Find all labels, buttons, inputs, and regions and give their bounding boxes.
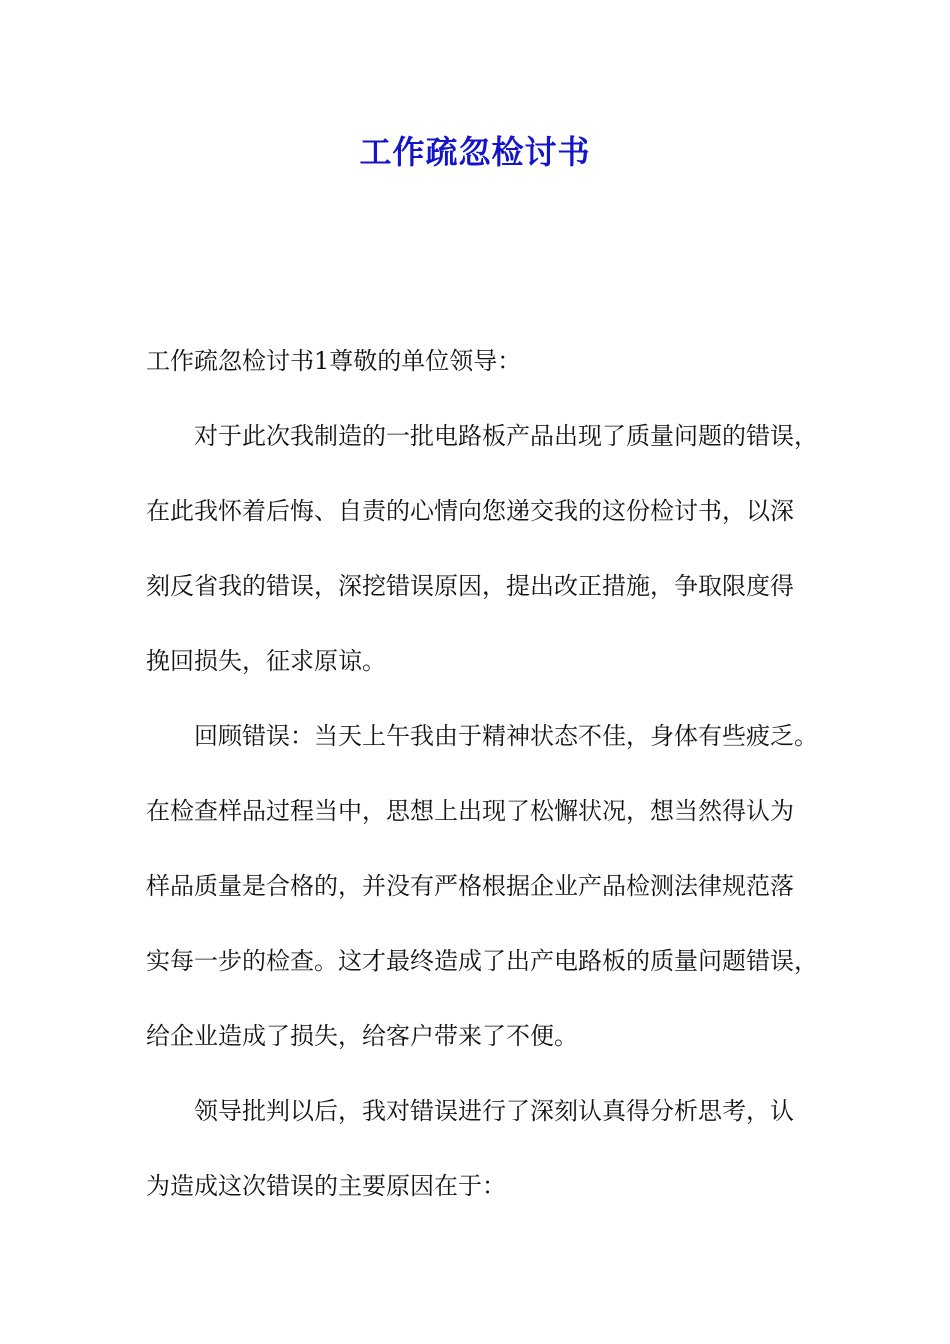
document-body [146,337,816,1237]
paragraph-line: 刻反省我的错误，深挖错误原因，提出改正措施，争取限度得 [146,572,794,600]
paragraph-line: 为造成这次错误的主要原因在于： [146,1172,506,1200]
salutation-line: 工作疏忽检讨书1尊敬的单位领导： [146,347,522,375]
paragraph-line: 在检查样品过程当中，思想上出现了松懈状况，想当然得认为 [146,797,794,825]
paragraph-line: 对于此次我制造的一批电路板产品出现了质量问题的错误， [194,422,818,450]
paragraph-line: 在此我怀着后悔、自责的心情向您递交我的这份检讨书，以深 [146,497,794,525]
paragraph-line: 领导批判以后，我对错误进行了深刻认真得分析思考，认 [194,1097,794,1125]
paragraph-line: 实每一步的检查。这才最终造成了出产电路板的质量问题错误， [146,947,818,975]
document-title: 工作疏忽检讨书 [359,133,591,171]
paragraph-line: 回顾错误：当天上午我由于精神状态不佳，身体有些疲乏。 [194,722,818,750]
paragraph-line: 给企业造成了损失，给客户带来了不便。 [146,1022,578,1050]
paragraph-line: 样品质量是合格的，并没有严格根据企业产品检测法律规范落 [146,872,794,900]
paragraph-line: 挽回损失，征求原谅。 [146,647,386,675]
